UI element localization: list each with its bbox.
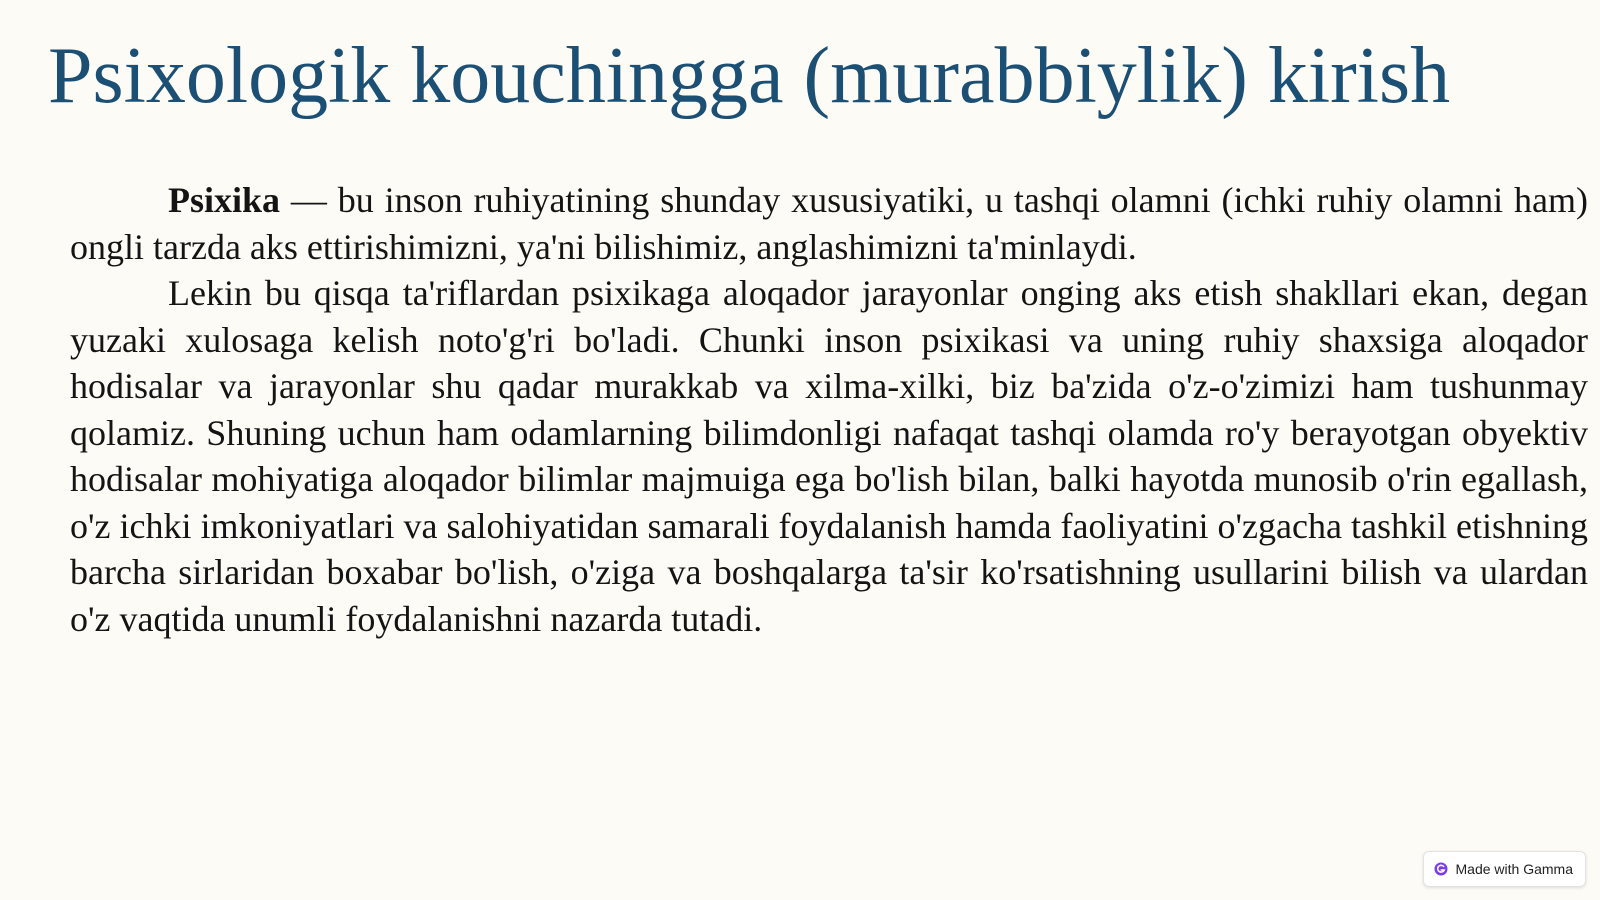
gamma-logo-icon [1434,862,1448,876]
paragraph-definition [70,177,1588,270]
made-with-gamma-badge[interactable] [1423,851,1586,887]
slide-title: Psixologik kouchingga (murabbiylik) kirish [48,32,1451,120]
paragraph-explanation: Lekin bu qisqa ta'riflardan psixikaga aloqador jarayonlar onging aks etish shakllari ekan, degan yuzaki xulosaga kelish noto'g'ri bo'ladi. Chunki inson psixikasi va uning ruhiy shaxsiga aloqador hodisalar va jarayonlar shu qadar murakkab va xilma-xilki, biz ba'zida o'z-o'zimizi ham tushunmay qolamiz. Shuning uchun ham odamlarning bilimdonligi nafaqat tashqi olamda ro'y berayotgan obyektiv hodisalar mohiyatiga aloqador bilimlar majmuiga ega bo'lish bilan, balki hayotda munosib o'rin egallash, o'z ichki imkoniyatlari va salohiyatidan samarali foydalanish hamda faoliyatini o'zgacha tashkil etishning barcha sirlaridan boxabar bo'lish, o'ziga va boshqalarga ta'sir ko'rsatishning usullarini bilish va ulardan o'z vaqtida unumli foydalanishni nazarda tutadi. [70,273,1588,639]
definition-text: — bu inson ruhiyatining shunday xususiyatiki, u tashqi olamni (ichki ruhiy olamni ham) ongli tarzda aks ettirishimizni, ya'ni bilishimiz, anglashimizni ta'minlaydi. [70,180,1588,267]
term-psixika: Psixika [168,180,281,220]
slide-body [70,177,1588,642]
badge-label: Made with Gamma [1455,861,1573,877]
